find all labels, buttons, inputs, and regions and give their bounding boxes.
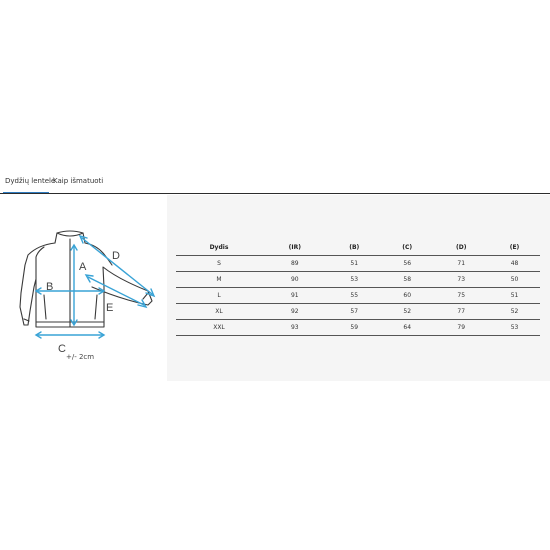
table-row [176, 304, 540, 320]
label-d: D [112, 250, 120, 262]
table-cell: 57 [328, 304, 381, 320]
table-cell: 52 [489, 304, 540, 320]
table-row [176, 272, 540, 288]
tab-how-to-measure[interactable]: Kaip išmatuoti [53, 177, 104, 185]
table-cell: L [176, 288, 262, 304]
table-cell: 60 [381, 288, 434, 304]
col-header-ir: (IR) [262, 240, 328, 256]
table-cell: 79 [433, 320, 489, 336]
table-cell: 71 [433, 256, 489, 272]
table-row [176, 320, 540, 336]
jacket-measurement-figure [0, 195, 167, 375]
table-cell: S [176, 256, 262, 272]
table-cell: 93 [262, 320, 328, 336]
measurement-tolerance: +/- 2cm [66, 353, 95, 361]
table-cell: 50 [489, 272, 540, 288]
tab-size-chart[interactable]: Dydžių lentelė [5, 177, 56, 185]
table-cell: 75 [433, 288, 489, 304]
table-cell: 58 [381, 272, 434, 288]
table-cell: 51 [489, 288, 540, 304]
col-header-c: (C) [381, 240, 434, 256]
table-cell: 56 [381, 256, 434, 272]
tabs-divider [0, 193, 550, 194]
table-cell: 91 [262, 288, 328, 304]
label-b: B [46, 281, 54, 293]
table-cell: 51 [328, 256, 381, 272]
size-table [176, 240, 540, 336]
table-cell: XXL [176, 320, 262, 336]
table-cell: 53 [489, 320, 540, 336]
col-header-e: (E) [489, 240, 540, 256]
table-cell: 92 [262, 304, 328, 320]
label-e: E [106, 302, 114, 314]
table-cell: 53 [328, 272, 381, 288]
table-cell: 59 [328, 320, 381, 336]
table-header-row [176, 240, 540, 256]
table-cell: M [176, 272, 262, 288]
table-cell: 73 [433, 272, 489, 288]
label-c: C [58, 343, 66, 355]
table-cell: 48 [489, 256, 540, 272]
table-row [176, 256, 540, 272]
col-header-size: Dydis [176, 240, 262, 256]
table-cell: 89 [262, 256, 328, 272]
col-header-b: (B) [328, 240, 381, 256]
size-tabs [0, 174, 550, 194]
table-cell: 90 [262, 272, 328, 288]
jacket-outline-icon [0, 195, 167, 375]
table-cell: 55 [328, 288, 381, 304]
table-cell: 77 [433, 304, 489, 320]
table-cell: 52 [381, 304, 434, 320]
label-a: A [79, 261, 87, 273]
table-cell: XL [176, 304, 262, 320]
col-header-d: (D) [433, 240, 489, 256]
table-cell: 64 [381, 320, 434, 336]
table-row [176, 288, 540, 304]
